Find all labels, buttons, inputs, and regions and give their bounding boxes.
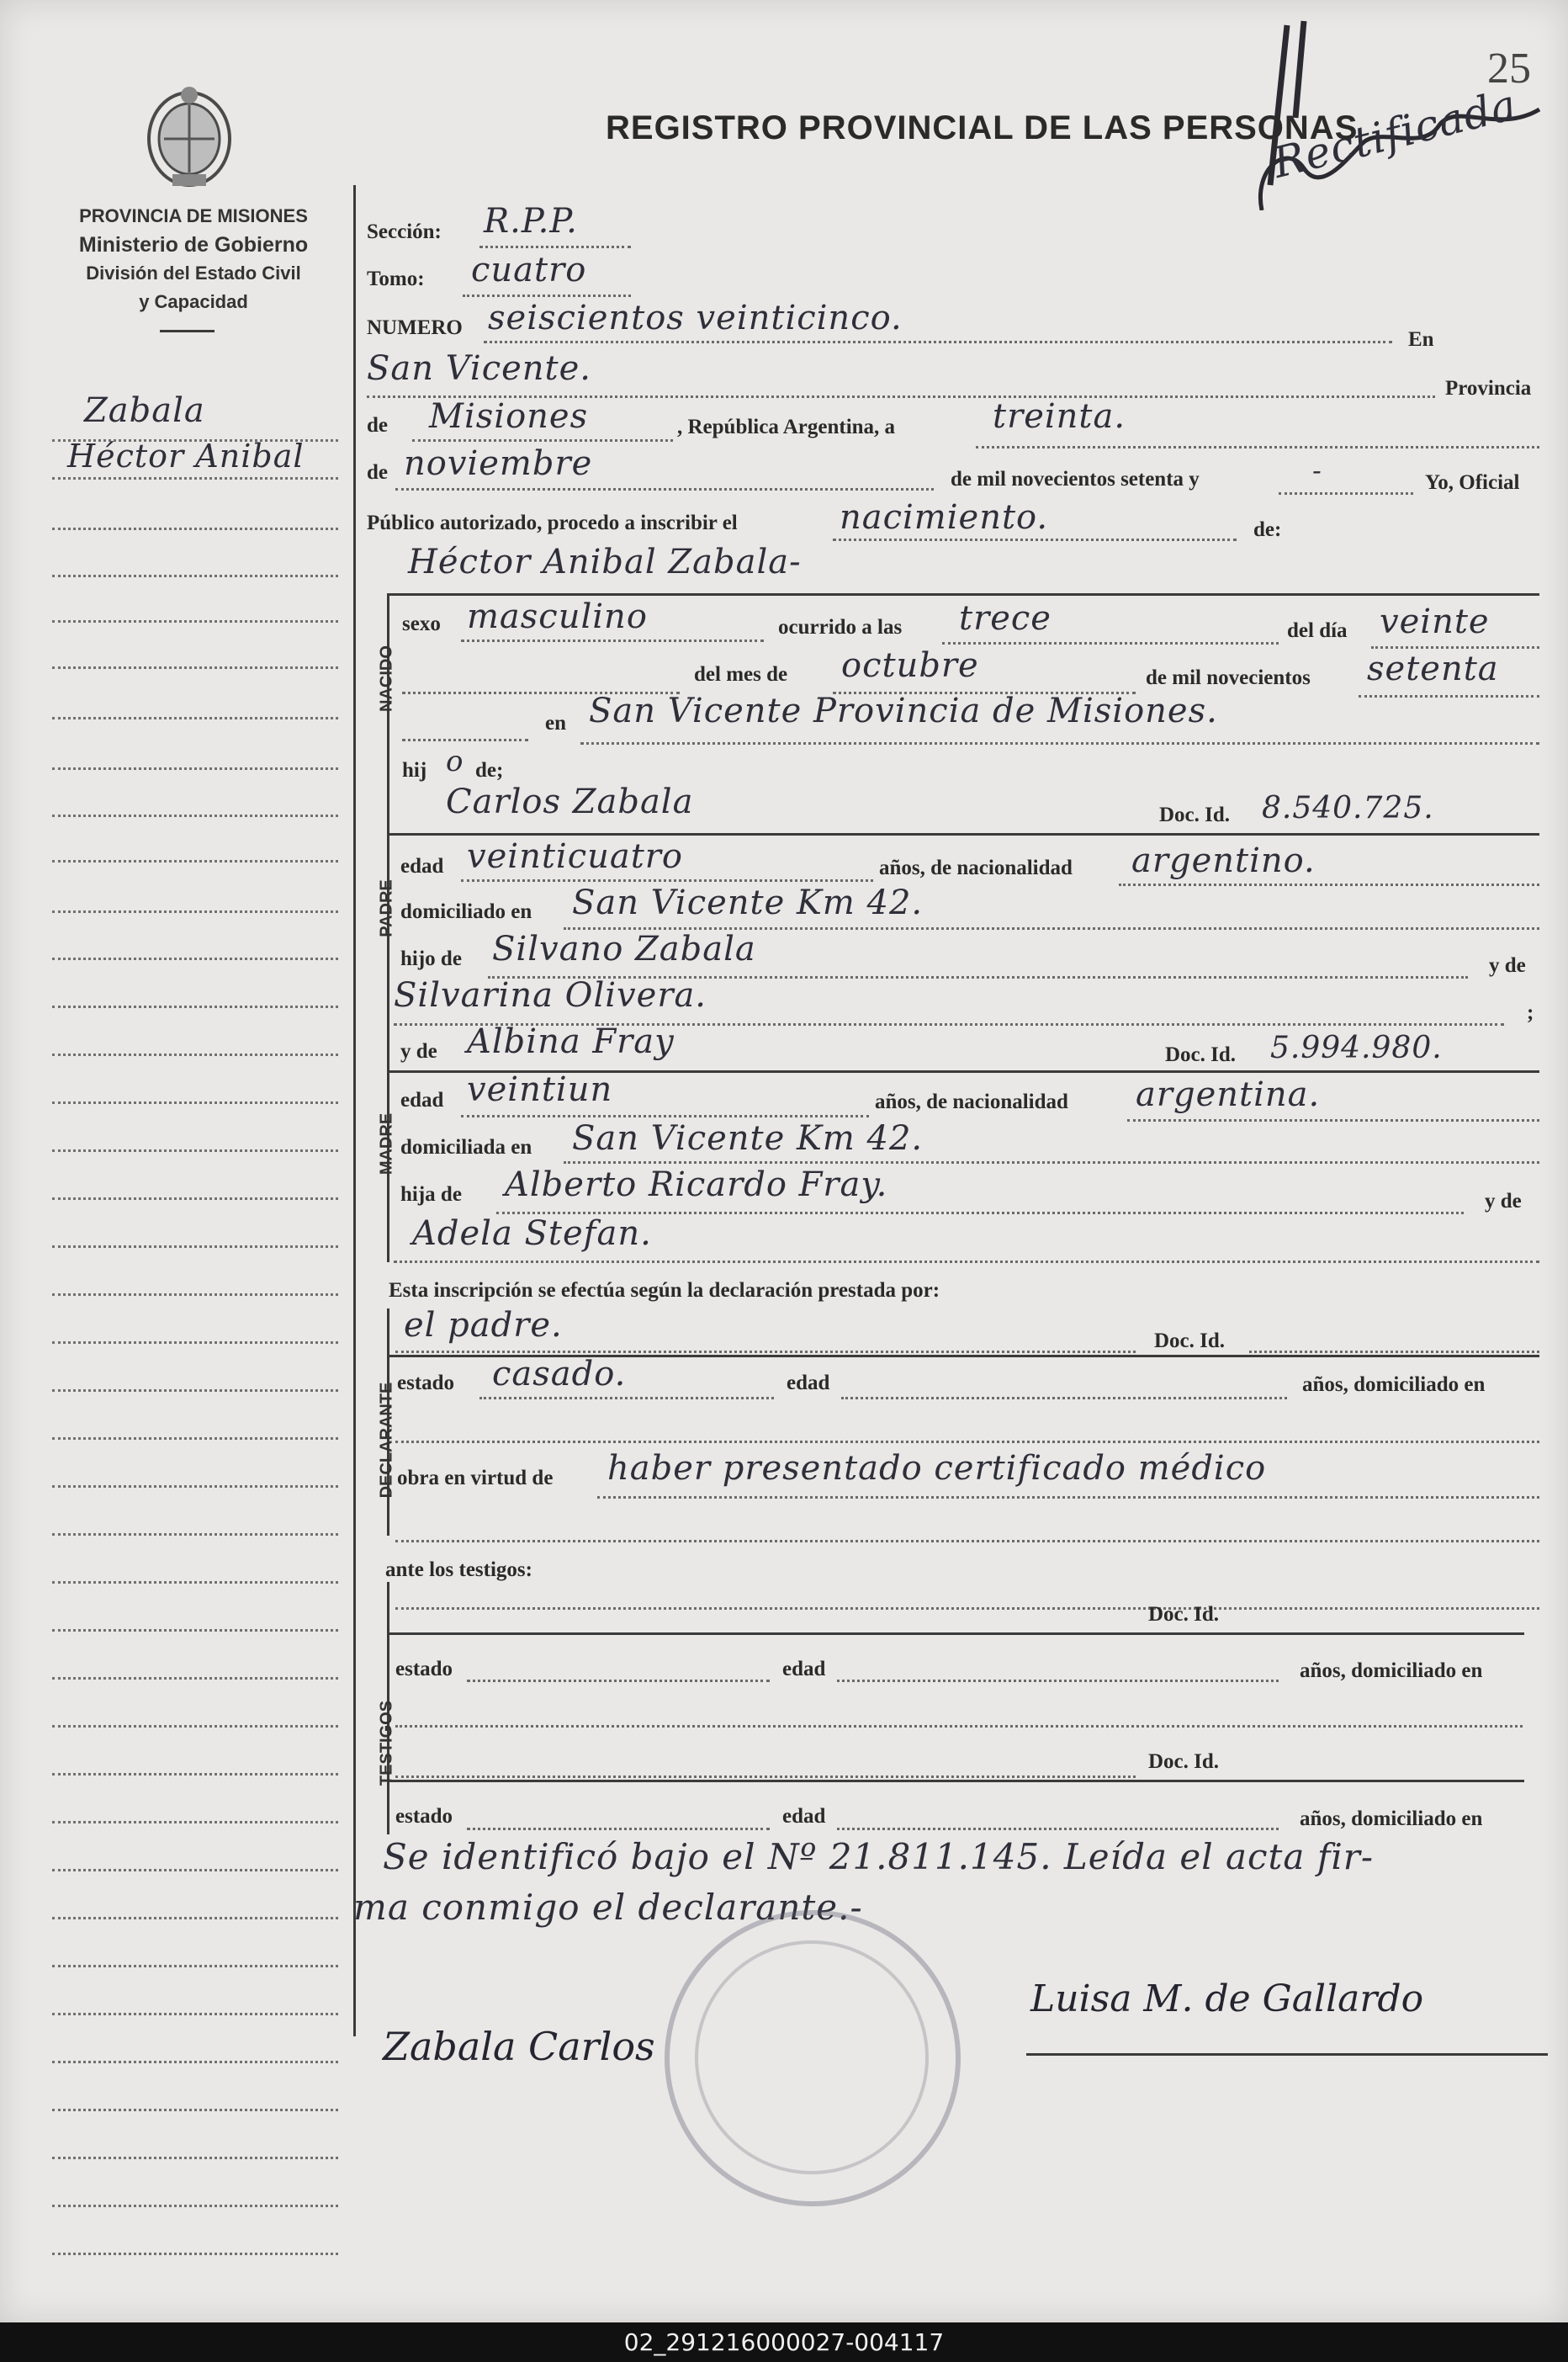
mother-age-line [461, 1115, 869, 1117]
numero-label: NUMERO [367, 316, 463, 339]
sex-value: masculino [467, 597, 648, 636]
declarant-estado-label: estado [397, 1372, 455, 1394]
testigo2-edad-label: edad [782, 1805, 826, 1828]
day-value: treinta. [993, 397, 1126, 436]
father-nac-label: años, de nacionalidad [879, 857, 1073, 879]
section-divider-nacido-top [389, 593, 1539, 596]
birth-day-line [1371, 646, 1539, 649]
side-label-declarante: DECLARANTE [377, 1382, 396, 1499]
testigo1-edad-label: edad [782, 1658, 826, 1680]
mother-name: Albina Fray [467, 1022, 675, 1061]
testigo2-estado-label: estado [395, 1805, 453, 1828]
declarant-signature: Zabala Carlos [383, 2024, 655, 2069]
numero-line [484, 341, 1392, 343]
ministry-line-2: Ministerio de Gobierno [78, 233, 309, 257]
de-label: de [367, 414, 388, 437]
declarant-doc-label: Doc. Id. [1154, 1330, 1226, 1352]
mother-nat-value: argentina. [1136, 1075, 1321, 1114]
republica-label: , República Argentina, a [677, 416, 896, 438]
father-yde-label: y de [1489, 954, 1526, 977]
mother-mother-value: Adela Stefan. [412, 1214, 652, 1253]
testigo1-doc-label: Doc. Id. [1148, 1603, 1220, 1626]
yo-oficial-label: Yo, Oficial [1425, 471, 1520, 494]
semicolon-label: ; [1527, 1001, 1534, 1024]
ocurrido-label: ocurrido a las [778, 616, 903, 639]
testigo1-name-line [395, 1607, 1539, 1610]
father-dom-value: San Vicente Km 42. [572, 884, 924, 922]
hij-label: hij [402, 759, 427, 782]
father-father-value: Silvano Zabala [492, 930, 756, 969]
mother-doc-label: Doc. Id. [1165, 1043, 1237, 1066]
mother-nat-line [1127, 1119, 1539, 1122]
provincia-label: Provincia [1445, 377, 1532, 400]
ministry-line-4: y Capacidad [139, 291, 248, 312]
place-value: San Vicente. [367, 349, 591, 388]
father-nat-value: argentino. [1131, 841, 1316, 880]
seccion-line [479, 246, 631, 248]
seccion-value: R.P.P. [484, 202, 578, 241]
declarant-line [395, 1351, 1136, 1353]
margin-given-names: Héctor Anibal [67, 438, 305, 475]
mother-age-value: veintiun [467, 1070, 613, 1109]
note-line-2: ma conmigo el declarante.- [353, 1887, 863, 1928]
sexo-label: sexo [402, 613, 441, 635]
mother-dom-line [564, 1161, 1539, 1164]
hour-value: trece [959, 599, 1052, 638]
testigo2-estado-line [467, 1828, 770, 1830]
ministry-line-1: PROVINCIA DE MISIONES [79, 205, 308, 226]
tomo-label: Tomo: [367, 268, 425, 290]
birth-year-value: setenta [1367, 650, 1499, 688]
hij-suffix-value: o [446, 745, 464, 778]
declarant-anos-label: años, domiciliado en [1302, 1373, 1486, 1396]
del-dia-label: del día [1287, 619, 1348, 642]
mother-mother-line [394, 1261, 1539, 1263]
month-line [395, 488, 934, 491]
birth-place-value: San Vicente Provincia de Misiones. [589, 692, 1218, 730]
mother-doc-value: 5.994.980. [1270, 1031, 1443, 1065]
child-name: Héctor Anibal Zabala- [408, 543, 802, 581]
mother-hija-label: hija de [400, 1183, 462, 1206]
hour-line [942, 642, 1279, 645]
father-age-line [461, 879, 873, 882]
file-id-bar: 02_291216000027-004117 [0, 2322, 1568, 2362]
sex-line [461, 640, 764, 642]
declarant-value: el padre. [404, 1306, 563, 1345]
declarant-doc-line [1249, 1351, 1539, 1353]
act-type-value: nacimiento. [840, 498, 1049, 537]
testigo1-anos-label: años, domiciliado en [1300, 1659, 1483, 1682]
de-mil-nov-label: de mil novecientos [1146, 666, 1311, 689]
declarant-state-line [479, 1397, 774, 1399]
act-type-line [833, 539, 1237, 541]
note-line-1: Se identificó bajo el Nº 21.811.145. Leída el acta fir- [383, 1836, 1375, 1877]
tomo-line [463, 295, 631, 297]
declarant-edad-label: edad [787, 1372, 830, 1394]
testigo1-dom-line [395, 1725, 1523, 1728]
mother-nac-label: años, de nacionalidad [875, 1091, 1068, 1113]
side-label-nacido: NACIDO [377, 645, 396, 712]
year-suffix-value: - [1312, 454, 1322, 486]
en2-label: en [545, 712, 566, 735]
month-value: noviembre [404, 444, 593, 483]
father-mother-value: Silvarina Olivera. [394, 976, 707, 1015]
mother-edad-label: edad [400, 1089, 444, 1112]
main-vertical-rule [353, 185, 356, 2036]
province-value: Misiones [429, 397, 589, 436]
birth-place-line [580, 742, 1539, 745]
testigo1-estado-line [467, 1680, 770, 1682]
day-line [976, 446, 1539, 449]
esta-inscripcion-label: Esta inscripción se efectúa según la declaración prestada por: [389, 1279, 940, 1302]
father-doc-value: 8.540.725. [1262, 791, 1434, 825]
obra-line [597, 1496, 1539, 1499]
de2-label: de [367, 461, 388, 484]
en-label: En [1408, 328, 1434, 351]
obra-value: haber presentado certificado médico [607, 1449, 1267, 1488]
official-stamp-icon [665, 1910, 961, 2206]
father-name: Carlos Zabala [446, 783, 694, 821]
numero-value: seiscientos veinticinco. [488, 299, 903, 337]
declarant-edad-line [841, 1397, 1287, 1399]
testigo2-name-line [395, 1775, 1136, 1778]
mother-father-value: Alberto Ricardo Fray. [505, 1165, 888, 1204]
father-nat-line [1119, 884, 1539, 886]
side-label-madre: MADRE [377, 1112, 396, 1176]
mother-yde-label: y de [400, 1040, 437, 1063]
declarant-dom-line [395, 1441, 1539, 1443]
publico-label: Público autorizado, procedo a inscribir el [367, 512, 738, 534]
side-label-testigos: TESTIGOS [377, 1700, 396, 1786]
testigo2-anos-label: años, domiciliado en [1300, 1807, 1483, 1830]
obra-line-2 [395, 1540, 1539, 1542]
de-colon-label: de: [1253, 518, 1282, 541]
year-suffix-line [1279, 492, 1413, 495]
mother-dom-value: San Vicente Km 42. [572, 1119, 924, 1158]
father-edad-label: edad [400, 855, 444, 878]
testigo1-divider [389, 1632, 1524, 1635]
mother-dom-label: domiciliada en [400, 1136, 532, 1159]
del-mes-label: del mes de [694, 663, 788, 686]
testigo1-edad-line [837, 1680, 1279, 1682]
ministry-divider [160, 330, 215, 332]
margin-surname: Zabala [84, 391, 205, 430]
father-dom-label: domiciliado en [400, 900, 532, 923]
birth-day-value: veinte [1380, 602, 1490, 641]
ante-testigos-label: ante los testigos: [385, 1558, 532, 1581]
ministry-line-3: División del Estado Civil [86, 263, 301, 284]
declarant-state-value: casado. [492, 1355, 627, 1393]
page-number: 25 [1487, 45, 1531, 93]
hij-de-label: de; [475, 759, 504, 782]
testigo2-doc-label: Doc. Id. [1148, 1750, 1220, 1773]
coat-of-arms-icon [143, 80, 236, 194]
de-mil-novecientos-label: de mil novecientos setenta y [951, 468, 1200, 491]
mother-yde2-label: y de [1485, 1190, 1522, 1213]
tomo-value: cuatro [471, 251, 587, 289]
official-signature-line [1026, 2053, 1548, 2056]
obra-label: obra en virtud de [397, 1467, 554, 1489]
page-title: REGISTRO PROVINCIAL DE LAS PERSONAS [606, 109, 1359, 146]
testigo1-estado-label: estado [395, 1658, 453, 1680]
father-age-value: veinticuatro [467, 837, 683, 876]
province-line [412, 439, 673, 442]
seccion-label: Sección: [367, 220, 442, 243]
corner-annotation-text: Rectificada [1268, 80, 1523, 188]
birth-year-line [1359, 695, 1539, 698]
official-signature: Luisa M. de Gallardo [1030, 1977, 1424, 2020]
birth-month-value: octubre [841, 646, 979, 685]
en-lead-line [402, 739, 528, 741]
father-hijo-label: hijo de [400, 947, 462, 970]
ministry-block [34, 202, 353, 316]
side-label-padre: PADRE [377, 879, 396, 937]
testigo2-divider [389, 1780, 1524, 1782]
testigo2-edad-line [837, 1828, 1279, 1830]
father-doc-label: Doc. Id. [1159, 804, 1231, 826]
section-divider-padre-top [389, 833, 1539, 836]
